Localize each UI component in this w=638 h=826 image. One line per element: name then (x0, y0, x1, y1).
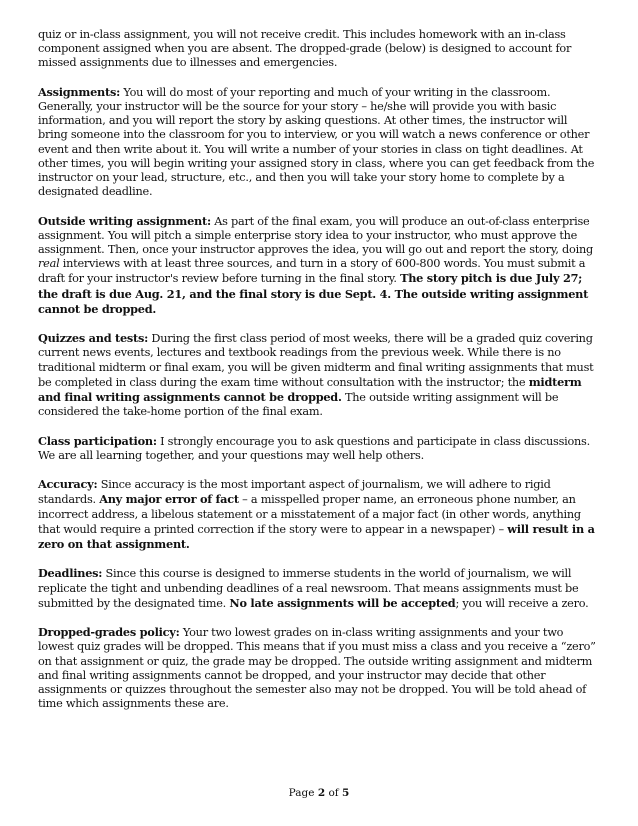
paragraph-accuracy (38, 477, 600, 552)
page-total: 5 (342, 787, 350, 799)
bold-text: No late assignments will be accepted (229, 595, 456, 610)
body-text: I strongly encourage you to ask questions and participate in class discussions. We are all learning together, and your questions may well help others. (38, 434, 590, 462)
body-text: ; you will receive a zero. (455, 596, 589, 610)
paragraph-deadlines (38, 566, 600, 611)
bold-text: Dropped-grades policy: (38, 625, 180, 640)
body-text: You will do most of your reporting and much of your writing in the classroom. Generally, your instructor will be the source for your story – he/she will provide you with basic information, and you will report the story by asking questions. At other times, the instructor will bring someone into the classroom for you to interview, or you will watch a news conference or other event and then write about it. You will write a number of your stories in class on tight deadlines. At other times, you will begin writing your assigned story in class, where you can get feedback from the instructor on your lead, structure, etc., and then you will take your story home to complete by a designated deadline. (38, 85, 595, 199)
body-text: The outside writing assignment will be considered the take-home portion of the final exam. (38, 391, 559, 419)
paragraph-dropped-grades (38, 625, 600, 711)
bold-text: will result in a zero on that assignment. (38, 521, 595, 552)
bold-text: The story pitch is due July 27; the draft is due Aug. 21, and the final story is due Sept. 4. The outside writing assignment cannot be dropped. (38, 271, 589, 316)
page-footer (0, 787, 638, 799)
body-text: During the first class period of most weeks, there will be a graded quiz covering current news events, lectures and textbook readings from the previous week. While there is no traditional midterm or final exam, you will be given midterm and final writing assignments that must be completed in class during the exam time without consultation with the instructor; the (38, 332, 594, 389)
body-text: Since accuracy is the most important aspect of journalism, we will adhere to rigid standards. (38, 478, 551, 507)
page-of: of (325, 787, 343, 799)
body-text: Since this course is designed to immerse students in the world of journalism, we will replicate the tight and unbending deadlines of a real newsroom. That means assignments must be submitted by the designated time. (38, 567, 579, 610)
page-current: 2 (317, 787, 326, 799)
bold-text: Any major error of fact (99, 492, 239, 507)
body-text: Your two lowest grades on in-class writing assignments and your two lowest quiz grades will be dropped. This means that if you must miss a class and you receive a “zero” on that assignment or quiz, the grade may be dropped. The outside writing assignment and midterm and final writing assignments cannot be dropped, and your instructor may decide that other assignments or quizzes throughout the semester also may not be dropped. You will be told ahead of time which assignments these are. (38, 626, 596, 711)
paragraph-outside-writing (38, 214, 600, 317)
paragraph-quizzes-tests (38, 331, 600, 419)
bold-text: Deadlines: (38, 566, 103, 581)
body-text: As part of the final exam, you will produce an out-of-class enterprise assignment. You will pitch a simple enterprise story idea to your instructor, who must approve the assignment. Then, once your instructor approves the idea, you will go out and report the story, doing (38, 214, 593, 257)
page-label: Page (288, 787, 318, 799)
bold-text: Quizzes and tests: (38, 331, 149, 346)
bold-text: Assignments: (38, 84, 120, 99)
document-body (38, 28, 600, 726)
paragraph-assignments (38, 85, 600, 200)
italic-text: real (38, 257, 60, 271)
body-text: quiz or in-class assignment, you will not receive credit. This includes homework with an in-class component assigned when you are absent. The dropped-grade (below) is designed to account for missed assignments due to illnesses and emergencies. (38, 28, 572, 70)
paragraph-class-participation (38, 434, 600, 463)
paragraph-continuation (38, 28, 600, 71)
bold-text: Accuracy: (38, 477, 98, 492)
body-text: – a misspelled proper name, an erroneous phone number, an incorrect address, a libelous statement or a misstatement of a major fact (in other words, anything that would require a printed correction if the story were to appear in a newspaper) – (38, 493, 581, 536)
bold-text: Outside writing assignment: (38, 213, 211, 228)
body-text: interviews with at least three sources, and turn in a story of 600-800 words. You must submit a draft for your instructor's review before turning in the final story. (38, 257, 586, 286)
bold-text: Class participation: (38, 433, 157, 448)
bold-text: midterm and final writing assignments cannot be dropped. (38, 374, 582, 405)
